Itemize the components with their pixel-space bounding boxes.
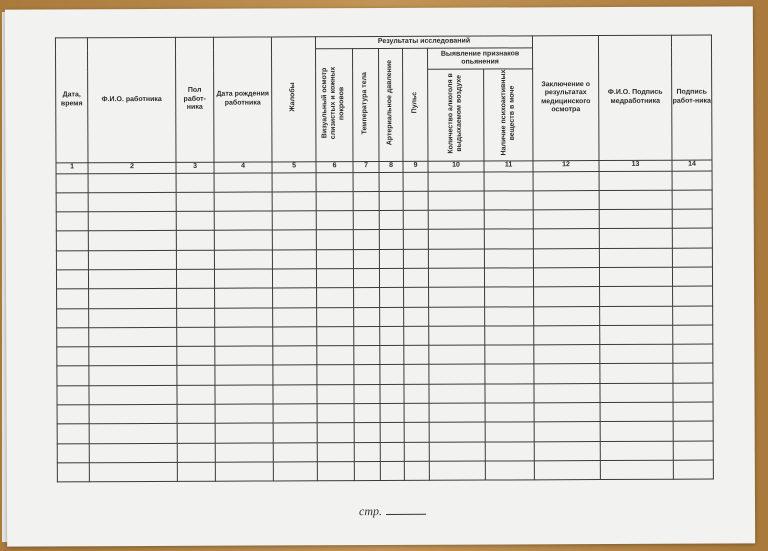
column-number-cell: 14 [672,160,712,171]
column-number-cell: 7 [353,161,379,172]
entry-cell[interactable] [403,210,428,229]
header-worker-signature: Подпись работ-ника [671,35,712,160]
entry-cell[interactable] [317,442,354,461]
column-number-cell: 9 [403,161,428,172]
entry-cell[interactable] [56,270,88,289]
entry-cell[interactable] [273,365,317,384]
entry-cell[interactable] [272,192,316,211]
entry-cell[interactable] [177,462,215,481]
entry-cell[interactable] [484,249,533,269]
entry-cell[interactable] [600,306,673,326]
entry-cell[interactable] [177,308,215,327]
entry-cell[interactable] [354,326,380,345]
entry-cell[interactable] [485,441,534,461]
column-number-cell: 5 [272,161,316,172]
entry-cell[interactable] [89,404,177,424]
entry-cell[interactable] [214,192,272,212]
column-number-cell: 12 [533,160,599,171]
entry-cell[interactable] [176,250,214,269]
entry-cell[interactable] [57,289,89,308]
page-number-blank[interactable] [386,504,426,515]
entry-cell[interactable] [353,249,379,268]
entry-cell[interactable] [89,289,177,309]
entry-cell[interactable] [379,191,403,210]
journal-page [5,6,755,546]
entry-cell[interactable] [57,308,89,327]
entry-cell[interactable] [214,172,272,192]
entry-cell[interactable] [273,346,317,365]
entry-cell[interactable] [380,307,404,326]
table-row [57,460,713,482]
entry-cell[interactable] [215,404,273,424]
entry-cell[interactable] [89,385,177,405]
header-results-group: Результаты исследований [315,36,532,49]
entry-cell[interactable] [428,229,484,249]
entry-cell[interactable] [176,269,214,288]
entry-cell[interactable] [273,307,317,326]
entry-cell[interactable] [215,288,273,308]
entry-cell[interactable] [215,423,273,443]
entry-cell[interactable] [57,366,89,385]
entry-cell[interactable] [600,402,673,422]
entry-cell[interactable] [404,403,429,422]
entry-cell[interactable] [429,307,485,327]
entry-cell[interactable] [403,249,428,268]
entry-cell[interactable] [429,442,485,462]
header-alcohol-text: Количество алкоголя в выдыхаемом воздухе [447,72,463,154]
entry-cell[interactable] [403,191,428,210]
entry-cell[interactable] [485,364,534,384]
entry-cell[interactable] [89,462,177,482]
entry-cell[interactable] [380,326,404,345]
entry-cell[interactable] [485,403,534,423]
entry-cell[interactable] [403,172,428,191]
header-temperature [353,49,379,162]
entry-cell[interactable] [317,423,354,442]
entry-cell[interactable] [404,384,429,403]
header-intoxication-group: Выявление признаков опьянения [428,48,533,69]
entry-cell[interactable] [533,171,599,191]
entry-cell[interactable] [272,172,316,191]
entry-cell[interactable] [316,191,353,210]
entry-cell[interactable] [672,171,712,190]
entry-cell[interactable] [404,345,429,364]
column-number-cell: 11 [484,160,533,171]
entry-cell[interactable] [88,211,176,231]
header-temperature-text: Температура тела [361,71,369,135]
entry-cell[interactable] [403,230,428,249]
entry-cell[interactable] [672,228,712,247]
entry-cell[interactable] [177,289,215,308]
entry-cell[interactable] [533,190,599,210]
header-conclusion: Заключение о результатах медицинского осмотра [532,36,599,161]
entry-cell[interactable] [272,269,316,288]
entry-cell[interactable] [404,326,429,345]
entry-cell[interactable] [316,211,353,230]
page-footer [359,504,426,519]
entry-cell[interactable] [380,461,404,480]
header-birth-date: Дата рождения работника [213,37,272,162]
entry-cell[interactable] [379,268,403,287]
entry-cell[interactable] [273,442,317,461]
entry-cell[interactable] [273,385,317,404]
entry-cell[interactable] [57,347,89,366]
entry-cell[interactable] [428,172,484,192]
entry-cell[interactable] [429,326,485,346]
entry-cell[interactable] [600,460,673,480]
entry-cell[interactable] [534,306,600,326]
entry-cell[interactable] [379,230,403,249]
entry-cell[interactable] [380,442,404,461]
entry-cell[interactable] [533,210,599,230]
entry-cell[interactable] [672,248,712,267]
entry-cell[interactable] [57,443,89,462]
entry-cell[interactable] [273,327,317,346]
entry-cell[interactable] [317,288,354,307]
entry-cell[interactable] [672,209,712,228]
column-number-cell: 6 [316,161,353,172]
entry-cell[interactable] [273,462,317,481]
entry-cell[interactable] [57,405,89,424]
medical-exam-log-table [55,35,714,483]
entry-cell[interactable] [484,171,533,191]
entry-cell[interactable] [533,248,599,268]
entry-cell[interactable] [317,404,354,423]
column-number-cell: 13 [599,160,672,171]
entry-cell[interactable] [177,443,215,462]
entry-cell[interactable] [57,386,89,405]
entry-cell[interactable] [88,250,176,270]
header-medic-signature: Ф.И.О. Подпись медработника [598,35,672,160]
entry-cell[interactable] [317,346,354,365]
entry-cell[interactable] [429,384,485,404]
entry-cell[interactable] [177,346,215,365]
entry-cell[interactable] [354,423,380,442]
entry-cell[interactable] [673,325,713,344]
entry-cell[interactable] [485,422,534,442]
entry-cell[interactable] [316,269,353,288]
header-alcohol [428,69,484,161]
entry-cell[interactable] [354,384,380,403]
entry-cell[interactable] [88,192,176,212]
header-pulse-text: Пульс [410,92,419,114]
entry-cell[interactable] [272,230,316,249]
entry-cell[interactable] [600,364,673,384]
entry-cell[interactable] [56,212,88,231]
entry-cell[interactable] [429,422,485,442]
entry-cell[interactable] [534,364,600,384]
entry-cell[interactable] [600,422,673,442]
entry-cell[interactable] [484,210,533,230]
entry-cell[interactable] [215,365,273,385]
entry-cell[interactable] [89,327,177,347]
entry-cell[interactable] [428,268,484,288]
entry-cell[interactable] [673,344,713,363]
entry-cell[interactable] [428,249,484,269]
entry-cell[interactable] [177,404,215,423]
entry-cell[interactable] [273,288,317,307]
entry-cell[interactable] [534,441,600,461]
entry-cell[interactable] [273,404,317,423]
entry-cell[interactable] [354,404,380,423]
entry-cell[interactable] [317,462,354,481]
entry-cell[interactable] [214,230,272,250]
entry-cell[interactable] [673,306,713,325]
entry-cell[interactable] [379,249,403,268]
entry-cell[interactable] [215,308,273,328]
entry-cell[interactable] [353,230,379,249]
entry-cell[interactable] [215,443,273,463]
entry-cell[interactable] [89,308,177,328]
header-date-time: Дата, время [55,38,88,163]
entry-cell[interactable] [316,249,353,268]
header-pulse [403,48,428,161]
entry-cell[interactable] [534,345,600,365]
entry-cell[interactable] [380,346,404,365]
header-blood-pressure [379,48,403,161]
entry-cell[interactable] [176,173,214,192]
entry-cell[interactable] [353,211,379,230]
entry-cell[interactable] [533,268,599,288]
entry-cell[interactable] [317,307,354,326]
entry-cell[interactable] [354,442,380,461]
entry-cell[interactable] [177,366,215,385]
header-substances [484,69,533,161]
entry-cell[interactable] [429,461,485,481]
entry-cell[interactable] [429,365,485,385]
entry-cell[interactable] [404,307,429,326]
entry-cell[interactable] [485,326,534,346]
column-number-cell: 4 [214,161,272,172]
entry-cell[interactable] [353,172,379,191]
entry-cell[interactable] [379,172,403,191]
entry-cell[interactable] [404,442,429,461]
entry-cell[interactable] [57,463,89,482]
entry-cell[interactable] [404,288,429,307]
entry-cell[interactable] [485,287,534,307]
entry-cell[interactable] [89,443,177,463]
entry-cell[interactable] [429,345,485,365]
header-visual-exam [316,49,353,162]
entry-cell[interactable] [88,269,176,289]
entry-cell[interactable] [534,383,600,403]
entry-cell[interactable] [380,384,404,403]
entry-cell[interactable] [316,230,353,249]
entry-cell[interactable] [404,423,429,442]
entry-cell[interactable] [404,365,429,384]
entry-cell[interactable] [673,460,713,479]
header-visual-exam-text: Визуальный осмотр слизистых и кожных покровов [321,66,346,140]
entry-cell[interactable] [354,307,380,326]
entry-cell[interactable] [88,173,176,193]
entry-cell[interactable] [485,345,534,365]
entry-cell[interactable] [429,403,485,423]
entry-cell[interactable] [485,306,534,326]
entry-cell[interactable] [380,423,404,442]
entry-cell[interactable] [317,326,354,345]
entry-cell[interactable] [600,344,673,364]
entry-cell[interactable] [600,287,673,307]
column-number-cell: 1 [56,162,88,173]
entry-cell[interactable] [534,403,600,423]
entry-cell[interactable] [214,269,272,289]
entry-cell[interactable] [534,325,600,345]
entry-cell[interactable] [485,461,534,481]
entry-cell[interactable] [403,268,428,287]
entry-cell[interactable] [215,385,273,405]
header-worker-sex: Пол работ-ника [175,37,214,162]
entry-cell[interactable] [317,384,354,403]
entry-cell[interactable] [379,210,403,229]
header-worker-name: Ф.И.О. работника [87,37,176,162]
log-body [56,171,713,483]
entry-cell[interactable] [600,325,673,345]
entry-cell[interactable] [673,402,713,421]
entry-cell[interactable] [89,424,177,444]
entry-cell[interactable] [428,191,484,211]
column-number-cell: 3 [176,162,214,173]
entry-cell[interactable] [56,193,88,212]
entry-cell[interactable] [599,267,672,287]
entry-cell[interactable] [88,231,176,251]
entry-cell[interactable] [56,173,88,192]
entry-cell[interactable] [353,191,379,210]
entry-cell[interactable] [177,424,215,443]
entry-cell[interactable] [404,461,429,480]
entry-cell[interactable] [599,209,672,229]
entry-cell[interactable] [534,422,600,442]
entry-cell[interactable] [89,347,177,367]
entry-cell[interactable] [176,231,214,250]
entry-cell[interactable] [272,211,316,230]
entry-cell[interactable] [316,172,353,191]
entry-cell[interactable] [214,250,272,270]
entry-cell[interactable] [317,365,354,384]
header-blood-pressure-text: Артериальное давление [386,60,394,146]
entry-cell[interactable] [534,460,600,480]
entry-cell[interactable] [428,210,484,230]
entry-cell[interactable] [673,364,713,383]
entry-cell[interactable] [354,461,380,480]
entry-cell[interactable] [354,346,380,365]
entry-cell[interactable] [485,384,534,404]
entry-cell[interactable] [600,441,673,461]
entry-cell[interactable] [56,231,88,250]
entry-cell[interactable] [533,229,599,249]
entry-cell[interactable] [672,267,712,286]
entry-cell[interactable] [56,250,88,269]
entry-cell[interactable] [380,403,404,422]
entry-cell[interactable] [272,249,316,268]
entry-cell[interactable] [89,366,177,386]
entry-cell[interactable] [599,171,672,191]
entry-cell[interactable] [673,286,713,305]
entry-cell[interactable] [672,190,712,209]
header-complaints-text: Жалобы [289,82,297,113]
entry-cell[interactable] [177,385,215,404]
entry-cell[interactable] [380,288,404,307]
column-number-cell: 8 [379,161,403,172]
column-number-cell: 2 [88,162,176,173]
entry-cell[interactable] [599,248,672,268]
entry-cell[interactable] [599,229,672,249]
header-substances-text: Наличие психоактивных веществ в моче [499,70,516,156]
entry-cell[interactable] [176,192,214,211]
entry-cell[interactable] [673,383,713,402]
entry-cell[interactable] [534,287,600,307]
entry-cell[interactable] [484,229,533,249]
entry-cell[interactable] [484,268,533,288]
entry-cell[interactable] [353,268,379,287]
entry-cell[interactable] [380,365,404,384]
entry-cell[interactable] [273,423,317,442]
entry-cell[interactable] [354,365,380,384]
entry-cell[interactable] [57,424,89,443]
entry-cell[interactable] [673,441,713,460]
entry-cell[interactable] [484,191,533,211]
entry-cell[interactable] [215,462,273,482]
entry-cell[interactable] [215,346,273,366]
header-complaints [271,37,316,162]
entry-cell[interactable] [673,421,713,440]
entry-cell[interactable] [600,383,673,403]
column-number-cell: 10 [428,161,484,172]
entry-cell[interactable] [176,211,214,230]
entry-cell[interactable] [215,327,273,347]
entry-cell[interactable] [57,328,89,347]
entry-cell[interactable] [354,288,380,307]
entry-cell[interactable] [214,211,272,231]
entry-cell[interactable] [177,327,215,346]
page-number-label: стр. [358,503,383,519]
entry-cell[interactable] [599,190,672,210]
entry-cell[interactable] [429,287,485,307]
